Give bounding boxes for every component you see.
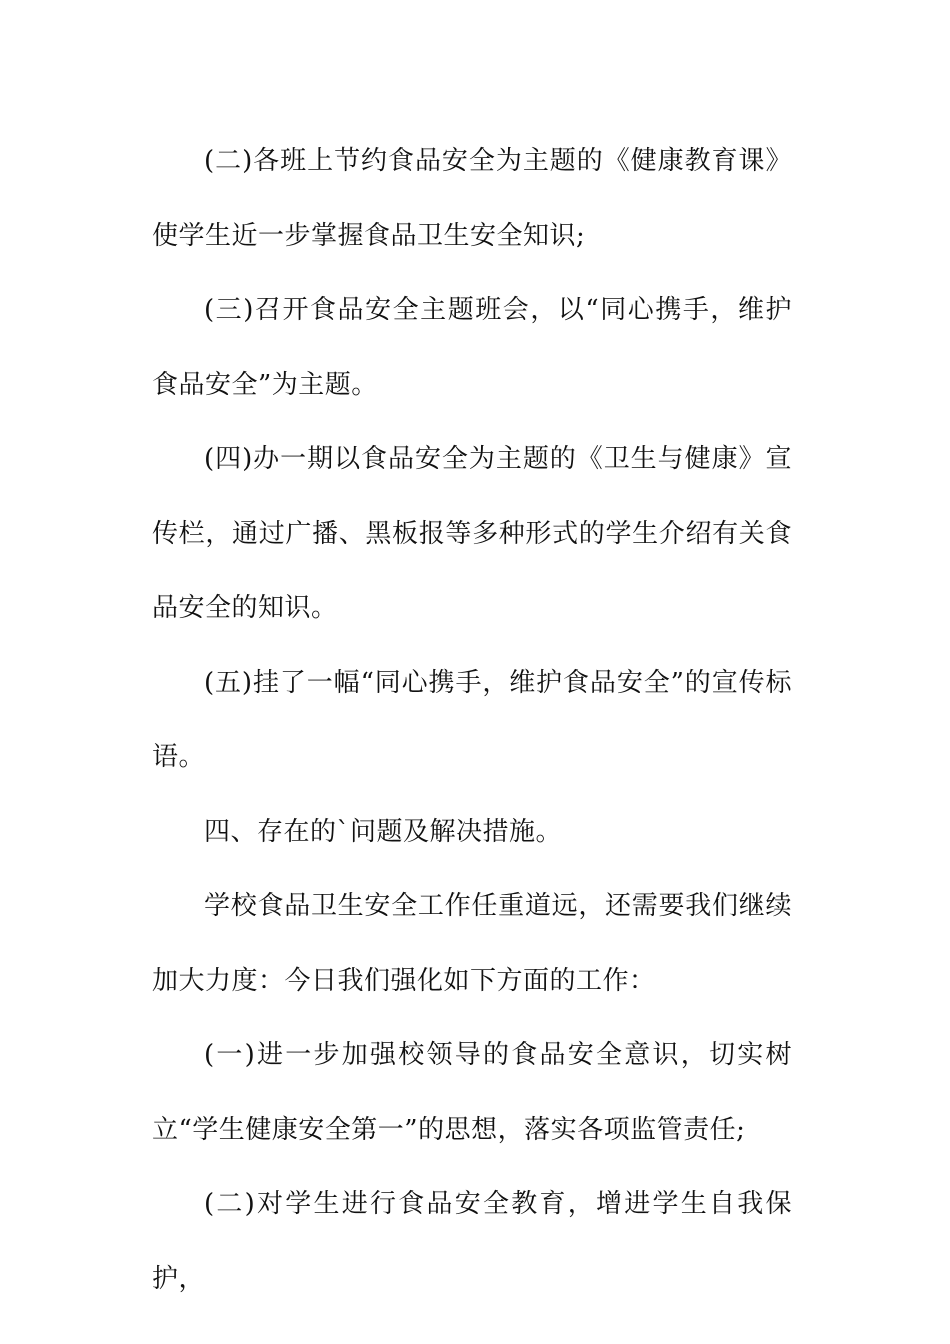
paragraph-item-5-slogan-banner: (五)挂了一幅“同心携手，维护食品安全”的宣传标语。: [152, 667, 792, 772]
paragraph-item-2-health-course: (二)各班上节约食品安全为主题的《健康教育课》使学生近一步掌握食品卫生安全知识;: [152, 146, 792, 251]
paragraph-measure-1-leadership: (一)进一步加强校领导的食品安全意识，切实树立“学生健康安全第一”的思想，落实各项监管责任;: [152, 1040, 792, 1145]
paragraph-item-4-bulletin-board: (四)办一期以食品安全为主题的《卫生与健康》宣传栏，通过广播、黑板报等多种形式的学生介绍有关食品安全的知识。: [152, 444, 792, 623]
document-body: [152, 124, 792, 1316]
paragraph-measure-2-education: (二)对学生进行食品安全教育，增进学生自我保护，: [152, 1189, 792, 1294]
paragraph-work-intro: 学校食品卫生安全工作任重道远，还需要我们继续加大力度：今日我们强化如下方面的工作：: [152, 891, 792, 996]
paragraph-item-3-class-meeting: (三)召开食品安全主题班会，以“同心携手，维护食品安全”为主题。: [152, 295, 792, 400]
section-heading-problems-solutions: 四、存在的`问题及解决措施。: [204, 816, 563, 847]
